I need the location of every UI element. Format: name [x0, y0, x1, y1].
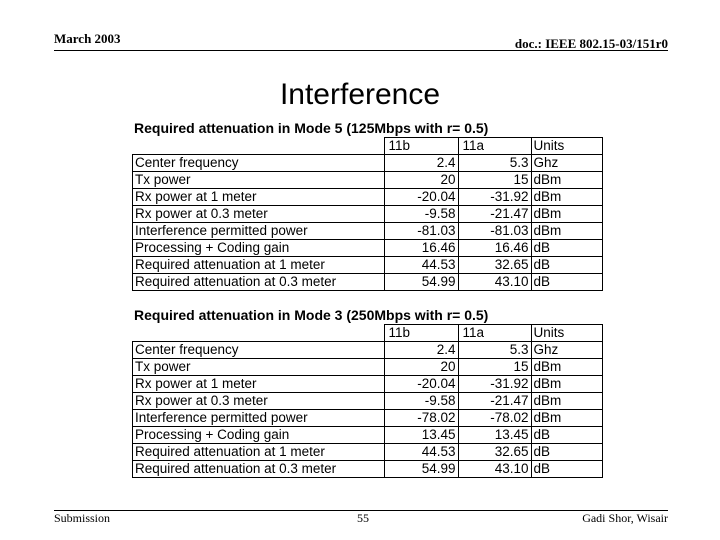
table-header-row	[133, 138, 603, 155]
slide-title: Interference	[279, 78, 441, 111]
footer-author: Gadi Shor, Wisair	[582, 511, 668, 525]
value-11b: 54.99	[384, 461, 458, 478]
value-11a: 32.65	[458, 444, 531, 461]
value-11a: 43.10	[458, 461, 531, 478]
mode5-table	[132, 137, 603, 291]
table-row	[133, 427, 603, 444]
mode5-table-block	[132, 120, 591, 291]
header-doc-id: doc.: IEEE 802.15-03/151r0	[514, 36, 668, 51]
table-row	[133, 189, 603, 206]
table-row	[133, 410, 603, 427]
row-label: Rx power at 1 meter	[133, 376, 385, 393]
row-label: Tx power	[133, 172, 385, 189]
row-label: Required attenuation at 0.3 meter	[133, 274, 385, 291]
unit: dB	[531, 257, 602, 274]
value-11a: 32.65	[458, 257, 531, 274]
mode5-table-title: Required attenuation in Mode 5 (125Mbps with r= 0.5)	[134, 120, 489, 136]
value-11a: -21.47	[458, 393, 531, 410]
unit: Ghz	[531, 342, 602, 359]
unit: dB	[531, 274, 602, 291]
row-label: Center frequency	[133, 342, 385, 359]
table-row	[133, 257, 603, 274]
value-11b: -81.03	[384, 223, 458, 240]
row-label: Center frequency	[133, 155, 385, 172]
row-label: Processing + Coding gain	[133, 240, 385, 257]
mode3-table	[132, 324, 603, 478]
header-cell-11b: 11b	[384, 138, 458, 155]
value-11a: 15	[458, 359, 531, 376]
row-label: Rx power at 1 meter	[133, 189, 385, 206]
unit: dBm	[531, 223, 602, 240]
table-row	[133, 444, 603, 461]
mode3-table-title: Required attenuation in Mode 3 (250Mbps with r= 0.5)	[134, 307, 489, 323]
table-row	[133, 342, 603, 359]
header-cell-units: Units	[531, 325, 602, 342]
table-row	[133, 393, 603, 410]
value-11b: 20	[384, 172, 458, 189]
unit: dBm	[531, 393, 602, 410]
value-11a: 16.46	[458, 240, 531, 257]
value-11b: 16.46	[384, 240, 458, 257]
header-cell-units: Units	[531, 138, 602, 155]
row-label: Rx power at 0.3 meter	[133, 393, 385, 410]
value-11b: -20.04	[384, 376, 458, 393]
value-11b: -9.58	[384, 393, 458, 410]
row-label: Required attenuation at 0.3 meter	[133, 461, 385, 478]
value-11a: 5.3	[458, 342, 531, 359]
mode3-table-block	[132, 307, 591, 478]
row-label: Rx power at 0.3 meter	[133, 206, 385, 223]
table-row	[133, 172, 603, 189]
value-11b: 2.4	[384, 342, 458, 359]
table-header-row	[133, 325, 603, 342]
row-label: Interference permitted power	[133, 410, 385, 427]
table-row	[133, 155, 603, 172]
unit: dBm	[531, 376, 602, 393]
unit: dB	[531, 444, 602, 461]
row-label: Interference permitted power	[133, 223, 385, 240]
table-row	[133, 223, 603, 240]
unit: dBm	[531, 189, 602, 206]
row-label: Required attenuation at 1 meter	[133, 444, 385, 461]
value-11b: 44.53	[384, 257, 458, 274]
value-11a: 43.10	[458, 274, 531, 291]
header-cell-blank	[133, 138, 385, 155]
table-row	[133, 359, 603, 376]
header-cell-blank	[133, 325, 385, 342]
unit: dB	[531, 427, 602, 444]
value-11b: 44.53	[384, 444, 458, 461]
footer-page-number: 55	[357, 511, 369, 525]
value-11a: 15	[458, 172, 531, 189]
header-cell-11b: 11b	[384, 325, 458, 342]
value-11a: -21.47	[458, 206, 531, 223]
value-11a: -78.02	[458, 410, 531, 427]
unit: dBm	[531, 172, 602, 189]
value-11b: -78.02	[384, 410, 458, 427]
header-cell-11a: 11a	[458, 325, 531, 342]
unit: dB	[531, 240, 602, 257]
unit: dBm	[531, 410, 602, 427]
unit: dB	[531, 461, 602, 478]
table-row	[133, 376, 603, 393]
value-11a: -81.03	[458, 223, 531, 240]
value-11b: 13.45	[384, 427, 458, 444]
unit: Ghz	[531, 155, 602, 172]
unit: dBm	[531, 359, 602, 376]
table-row	[133, 240, 603, 257]
footer-submission: Submission	[54, 511, 111, 525]
value-11a: 5.3	[458, 155, 531, 172]
value-11b: 2.4	[384, 155, 458, 172]
row-label: Processing + Coding gain	[133, 427, 385, 444]
value-11b: 20	[384, 359, 458, 376]
table-row	[133, 274, 603, 291]
header-date: March 2003	[54, 31, 121, 46]
value-11a: 13.45	[458, 427, 531, 444]
value-11a: -31.92	[458, 376, 531, 393]
value-11b: -9.58	[384, 206, 458, 223]
row-label: Tx power	[133, 359, 385, 376]
header-rule	[54, 50, 668, 51]
value-11a: -31.92	[458, 189, 531, 206]
value-11b: 54.99	[384, 274, 458, 291]
table-row	[133, 461, 603, 478]
header-cell-11a: 11a	[458, 138, 531, 155]
unit: dBm	[531, 206, 602, 223]
value-11b: -20.04	[384, 189, 458, 206]
row-label: Required attenuation at 1 meter	[133, 257, 385, 274]
table-row	[133, 206, 603, 223]
